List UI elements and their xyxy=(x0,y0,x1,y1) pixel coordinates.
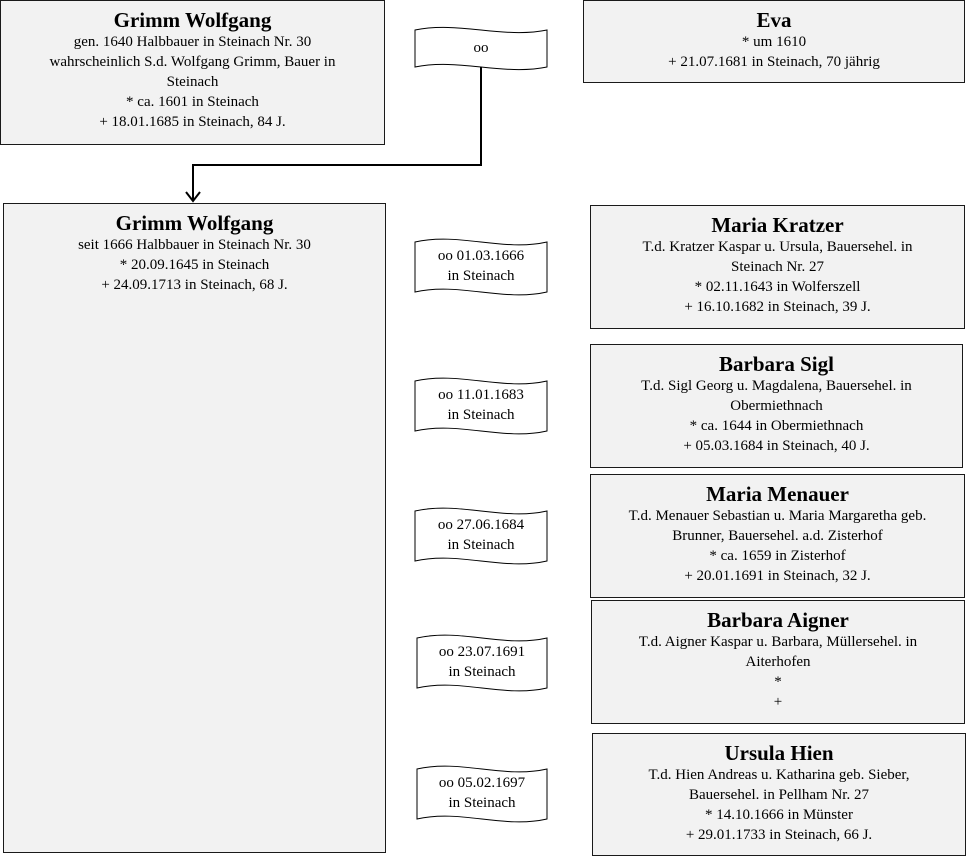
marriage-banner-3 xyxy=(414,505,548,567)
spouse-info-line: * xyxy=(774,674,782,690)
mother-info-line: * um 1610 xyxy=(741,34,807,50)
marriage-place: in Steinach xyxy=(447,407,515,423)
father-card xyxy=(0,0,385,145)
subject-info-line: * 20.09.1645 in Steinach xyxy=(119,257,270,273)
marriage-banner-5 xyxy=(416,763,548,825)
spouse-name: Maria Menauer xyxy=(706,482,849,506)
spouse-info-line: T.d. Hien Andreas u. Katharina geb. Sieber, xyxy=(648,767,910,783)
father-name: Grimm Wolfgang xyxy=(113,8,272,32)
spouse-info-line: Brunner, Bauersehel. a.d. Zisterhof xyxy=(672,528,883,544)
spouse-info-line: * 14.10.1666 in Münster xyxy=(705,807,853,823)
father-info-line: + 18.01.1685 in Steinach, 84 J. xyxy=(99,114,286,130)
parents-marriage-banner xyxy=(414,25,548,72)
marriage-place: in Steinach xyxy=(448,664,516,680)
marriage-banner-2 xyxy=(414,375,548,437)
spouse-card-aigner xyxy=(591,600,965,724)
spouse-info-line: Bauersehel. in Pellham Nr. 27 xyxy=(689,787,869,803)
father-info-line: wahrscheinlich S.d. Wolfgang Grimm, Bauer in xyxy=(49,54,336,70)
marriage-place: in Steinach xyxy=(447,537,515,553)
father-info-line: Steinach xyxy=(166,74,219,90)
marriage-date: oo 01.03.1666 xyxy=(437,248,525,264)
spouse-info-line: + 16.10.1682 in Steinach, 39 J. xyxy=(684,299,871,315)
spouse-name: Maria Kratzer xyxy=(711,213,844,237)
marriage-date: oo 23.07.1691 xyxy=(438,644,526,660)
spouse-info-line: + 05.03.1684 in Steinach, 40 J. xyxy=(683,438,870,454)
spouse-card-menauer xyxy=(590,474,965,598)
father-info-line: gen. 1640 Halbbauer in Steinach Nr. 30 xyxy=(73,34,312,50)
spouse-info-line: T.d. Sigl Georg u. Magdalena, Bauersehel. in xyxy=(641,378,912,394)
spouse-info-line: + xyxy=(773,694,783,710)
spouse-info-line: T.d. Aigner Kaspar u. Barbara, Müllersehel. in xyxy=(638,634,918,650)
mother-card xyxy=(583,0,965,83)
subject-name: Grimm Wolfgang xyxy=(115,211,274,235)
spouse-card-kratzer xyxy=(590,205,965,329)
marriage-banner-4 xyxy=(416,632,548,694)
spouse-name: Barbara Aigner xyxy=(707,608,849,632)
father-info-line: * ca. 1601 in Steinach xyxy=(126,94,259,110)
spouse-card-sigl xyxy=(590,344,963,468)
marriage-date: oo 27.06.1684 xyxy=(437,517,525,533)
parents-marriage-label: oo xyxy=(473,40,489,56)
spouse-info-line: Steinach Nr. 27 xyxy=(731,259,824,275)
marriage-banner-1 xyxy=(414,236,548,298)
marriage-date: oo 05.02.1697 xyxy=(438,775,526,791)
spouse-name: Ursula Hien xyxy=(724,741,834,765)
subject-card xyxy=(3,203,386,853)
spouse-info-line: * ca. 1644 in Obermiethnach xyxy=(689,418,864,434)
subject-info-line: + 24.09.1713 in Steinach, 68 J. xyxy=(101,277,288,293)
spouse-info-line: T.d. Kratzer Kaspar u. Ursula, Bauersehel. in xyxy=(642,239,913,255)
marriage-date: oo 11.01.1683 xyxy=(438,387,524,403)
spouse-info-line: + 29.01.1733 in Steinach, 66 J. xyxy=(685,827,873,843)
spouse-card-hien xyxy=(592,733,966,856)
mother-name: Eva xyxy=(756,8,792,32)
spouse-info-line: + 20.01.1691 in Steinach, 32 J. xyxy=(684,568,871,584)
spouse-name: Barbara Sigl xyxy=(719,352,834,376)
spouse-info-line: * 02.11.1643 in Wolferszell xyxy=(694,279,861,295)
spouse-info-line: * ca. 1659 in Zisterhof xyxy=(709,548,846,564)
mother-info-line: + 21.07.1681 in Steinach, 70 jährig xyxy=(668,54,880,70)
marriage-place: in Steinach xyxy=(448,795,516,811)
spouse-info-line: Obermiethnach xyxy=(730,398,823,414)
subject-info-line: seit 1666 Halbbauer in Steinach Nr. 30 xyxy=(78,237,311,253)
marriage-place: in Steinach xyxy=(447,268,515,284)
spouse-info-line: T.d. Menauer Sebastian u. Maria Margaretha geb. xyxy=(628,508,927,524)
spouse-info-line: Aiterhofen xyxy=(745,654,811,670)
